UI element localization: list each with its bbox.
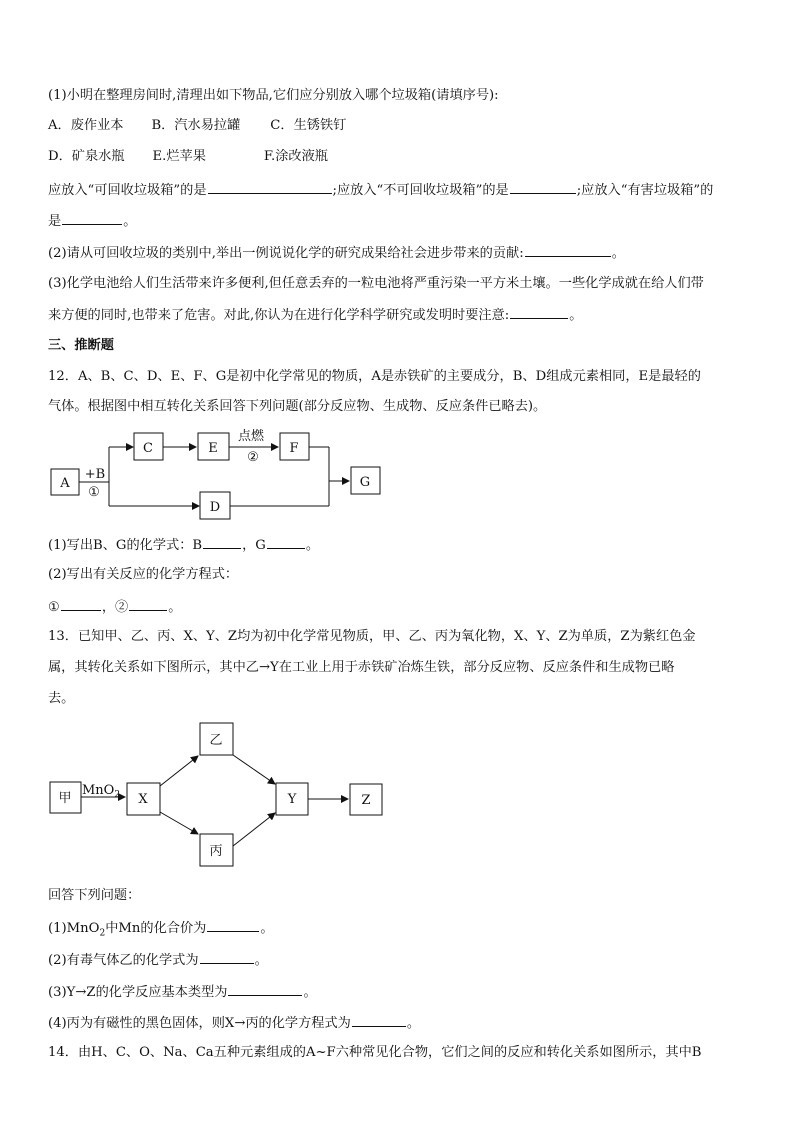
q13-sub3 xyxy=(48,982,317,1002)
q13-sub3-end: 。 xyxy=(303,985,317,1000)
q12-sub1-prefix: (1)写出B、G的化学式：B xyxy=(48,538,203,553)
q13-sub2-end: 。 xyxy=(254,953,268,968)
fill-end: 。 xyxy=(123,214,137,229)
q12-stem-line2: 气体。根据图中相互转化关系回答下列问题(部分反应物、生成物、反应条件已略去)。 xyxy=(48,399,547,414)
node-y-label: Y xyxy=(287,792,297,807)
part2-text: (2)请从可回收垃圾的类别中,举出一例说说化学的研究成果给社会进步带来的贡献: xyxy=(48,246,524,261)
part3-end: 。 xyxy=(569,308,583,323)
q13-sub4-end: 。 xyxy=(406,1016,421,1031)
q13-sub4-text: (4)丙为有磁性的黑色固体，则X→丙的化学方程式为 xyxy=(48,1016,351,1031)
q12-sub1-end: 。 xyxy=(305,538,320,553)
answer-blank-formula[interactable] xyxy=(200,950,254,964)
reagent-b-label: +B xyxy=(84,467,106,482)
part3-text: 来方便的同时,也带来了危害。对此,你认为在进行化学科学研究或发明时要注意: xyxy=(48,308,510,323)
ignite-label: 点燃 xyxy=(237,429,265,444)
option-c: C．生锈铁钉 xyxy=(270,118,347,133)
q13-stem-line1: 13．已知甲、乙、丙、X、Y、Z均为初中化学常见物质，甲、乙、丙为氧化物，X、Y、Z为单质，Z为紫红色金 xyxy=(48,629,696,644)
fill-shi: 是 xyxy=(48,214,62,229)
arrow-bing-y xyxy=(233,813,275,846)
option-a: A．废作业本 xyxy=(48,118,124,133)
q13-stem-line2: 属，其转化关系如下图所示，其中乙→Y在工业上用于赤铁矿冶炼生铁，部分反应物、反应条件和生成物已略 xyxy=(48,660,675,675)
q13-sub1-a: (1)MnO xyxy=(48,921,100,936)
q14-stem-line1: 14．由H、C、O、Na、Ca五种元素组成的A~F六种常见化合物，它们之间的反应和转化关系如图所示，其中B xyxy=(48,1045,702,1060)
node-c-label: C xyxy=(143,441,153,456)
fill-nonrecyclable-label: ;应放入“不可回收垃圾箱”的是 xyxy=(332,183,509,198)
node-f-label: F xyxy=(289,441,299,456)
node-bing-label: 丙 xyxy=(209,844,223,859)
step2-label: ② xyxy=(247,450,259,465)
q11-part3-line1: (3)化学电池给人们生活带来许多便利,但任意丢弃的一粒电池将严重污染一平方米土壤。一些化学成就在给人们带 xyxy=(48,276,704,291)
q12-sub2-end: 。 xyxy=(168,600,182,615)
option-d: D．矿泉水瓶 xyxy=(48,149,125,164)
part2-end: 。 xyxy=(611,246,625,261)
node-x-label: X xyxy=(138,792,148,807)
fill-recyclable-label: 应放入“可回收垃圾箱”的是 xyxy=(48,183,207,198)
node-e-label: E xyxy=(208,441,218,456)
step1-label: ① xyxy=(88,485,100,500)
q13-answer-intro: 回答下列问题： xyxy=(48,888,141,903)
option-e: E.烂苹果 xyxy=(152,149,206,164)
q13-stem-line3: 去。 xyxy=(48,691,75,706)
q12-sub2: (2)写出有关反应的化学方程式： xyxy=(48,567,239,582)
q13-sub1-sub: 2 xyxy=(99,928,106,939)
q12-stem-line1: 12．A、B、C、D、E、F、G是初中化学常见的物质，A是赤铁矿的主要成分，B、D组成元素相同，E是最轻的 xyxy=(48,369,701,384)
fill-hazardous-label: ;应放入“有害垃圾箱”的 xyxy=(576,183,714,198)
node-d-label: D xyxy=(209,500,221,515)
q13-sub4 xyxy=(48,1013,420,1033)
q11-part1-intro: (1)小明在整理房间时,清理出如下物品,它们应分别放入哪个垃圾箱(请填序号): xyxy=(48,88,499,103)
q13-sub3-text: (3)Y→Z的化学反应基本类型为 xyxy=(48,985,228,1000)
node-jia-label: 甲 xyxy=(58,791,72,806)
section-title: 三、推断题 xyxy=(48,338,114,353)
q13-sub2-text: (2)有毒气体乙的化学式为 xyxy=(48,953,199,968)
arrow-yi-y xyxy=(233,755,275,784)
arrow-x-bing xyxy=(160,812,198,834)
option-f: F.涂改液瓶 xyxy=(263,149,328,164)
q13-sub2 xyxy=(48,950,268,970)
node-g-label: G xyxy=(359,475,371,490)
q12-sub1-mid: ，G xyxy=(242,538,266,553)
answer-blank-reaction-type[interactable] xyxy=(228,982,302,996)
q12-sub2-a: ① xyxy=(48,600,60,615)
arrow-x-yi xyxy=(160,756,198,786)
catalyst-label: MnO$_2$ xyxy=(82,783,121,800)
node-a-label: A xyxy=(60,476,70,491)
node-z-label: Z xyxy=(361,793,371,808)
q13-sub1-b: 中Mn的化合价为 xyxy=(105,921,207,936)
answer-blank-valence[interactable] xyxy=(207,918,259,932)
node-yi-label: 乙 xyxy=(209,733,223,748)
q13-sub1-end: 。 xyxy=(260,921,274,936)
option-b: B．汽水易拉罐 xyxy=(151,118,241,133)
answer-blank-equation[interactable] xyxy=(352,1013,406,1027)
q12-sub2-sep: ，② xyxy=(101,600,129,615)
q13-sub1 xyxy=(48,918,274,943)
